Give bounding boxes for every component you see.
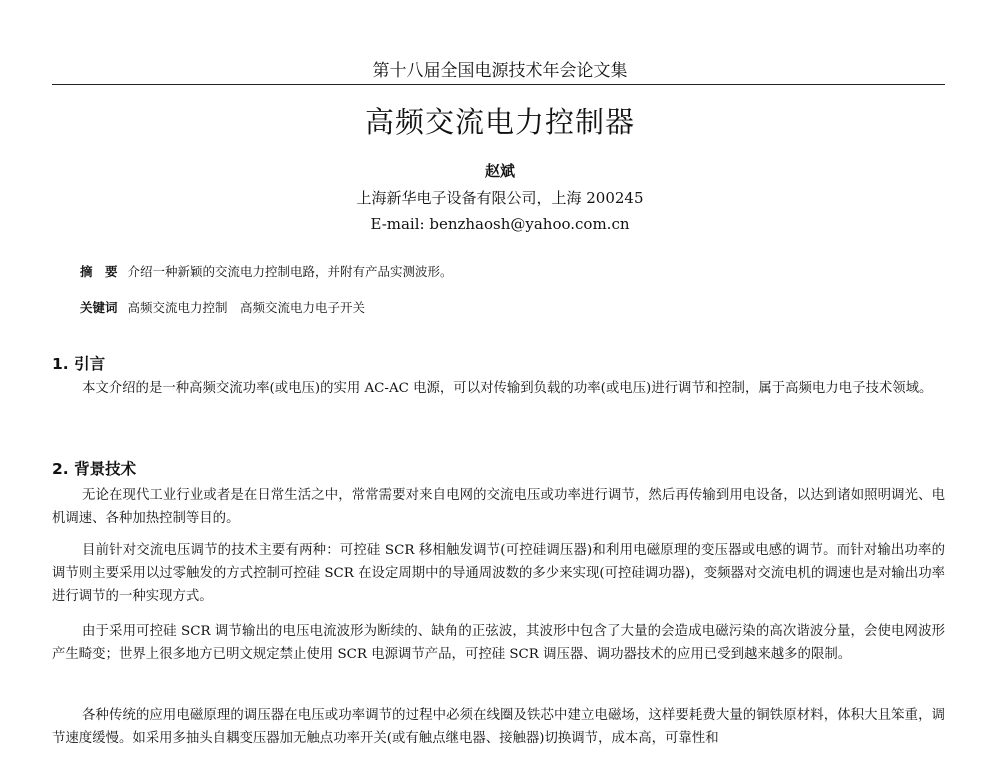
paragraph: 由于采用可控硅 SCR 调节输出的电压电流波形为断续的、缺角的正弦波，其波形中包含了大量的会造成电磁污染的高次谐波分量，会使电网波形产生畸变；世界上很多地方已明文规定禁止使用 SCR 电源调节产品，可控硅 SCR 调压器、调功器技术的应用已受到越来越多的限制。 bbox=[52, 624, 945, 662]
keywords-text: 高频交流电力控制 高频交流电力电子开关 bbox=[127, 300, 366, 315]
keywords-label: 关键词 bbox=[80, 300, 118, 315]
section-heading-background: 2. 背景技术 bbox=[52, 460, 137, 478]
paragraph: 各种传统的应用电磁原理的调压器在电压或功率调节的过程中必须在线圈及铁芯中建立电磁场，这样要耗费大量的铜铁原材料，体积大且笨重，调节速度缓慢。如采用多抽头自耦变压器加无触点功率开关(或有触点继电器、接触器)切换调节，成本高，可靠性和 bbox=[52, 708, 945, 746]
author-name: 赵斌 bbox=[484, 162, 515, 180]
paper-title: 高频交流电力控制器 bbox=[364, 105, 635, 139]
author-email: E-mail: benzhaosh@yahoo.com.cn bbox=[370, 215, 630, 233]
paragraph: 目前针对交流电压调节的技术主要有两种：可控硅 SCR 移相触发调节(可控硅调压器)和利用电磁原理的变压器或电感的调节。而针对输出功率的调节则主要采用以过零触发的方式控制可控硅 SCR 在设定周期中的导通周波数的多少来实现(可控硅调功器)，变频器对交流电机的调速也是对输出功率进行调节的一种实现方式。 bbox=[52, 543, 945, 604]
paragraph: 无论在现代工业行业或者是在日常生活之中，常常需要对来自电网的交流电压或功率进行调节，然后再传输到用电设备，以达到诸如照明调光、电机调速、各种加热控制等目的。 bbox=[52, 488, 945, 526]
section-heading-introduction: 1. 引言 bbox=[52, 355, 106, 373]
abstract bbox=[80, 262, 453, 280]
author-affiliation: 上海新华电子设备有限公司，上海 200245 bbox=[356, 189, 644, 207]
keywords bbox=[80, 298, 365, 316]
abstract-label: 摘 要 bbox=[80, 264, 118, 279]
proceedings-header: 第十八届全国电源技术年会论文集 bbox=[372, 61, 628, 81]
abstract-text: 介绍一种新颖的交流电力控制电路，并附有产品实测波形。 bbox=[127, 264, 453, 279]
header-rule bbox=[52, 84, 945, 85]
paragraph: 本文介绍的是一种高频交流功率(或电压)的实用 AC-AC 电源，可以对传输到负载的功率(或电压)进行调节和控制，属于高频电力电子技术领域。 bbox=[82, 381, 933, 396]
